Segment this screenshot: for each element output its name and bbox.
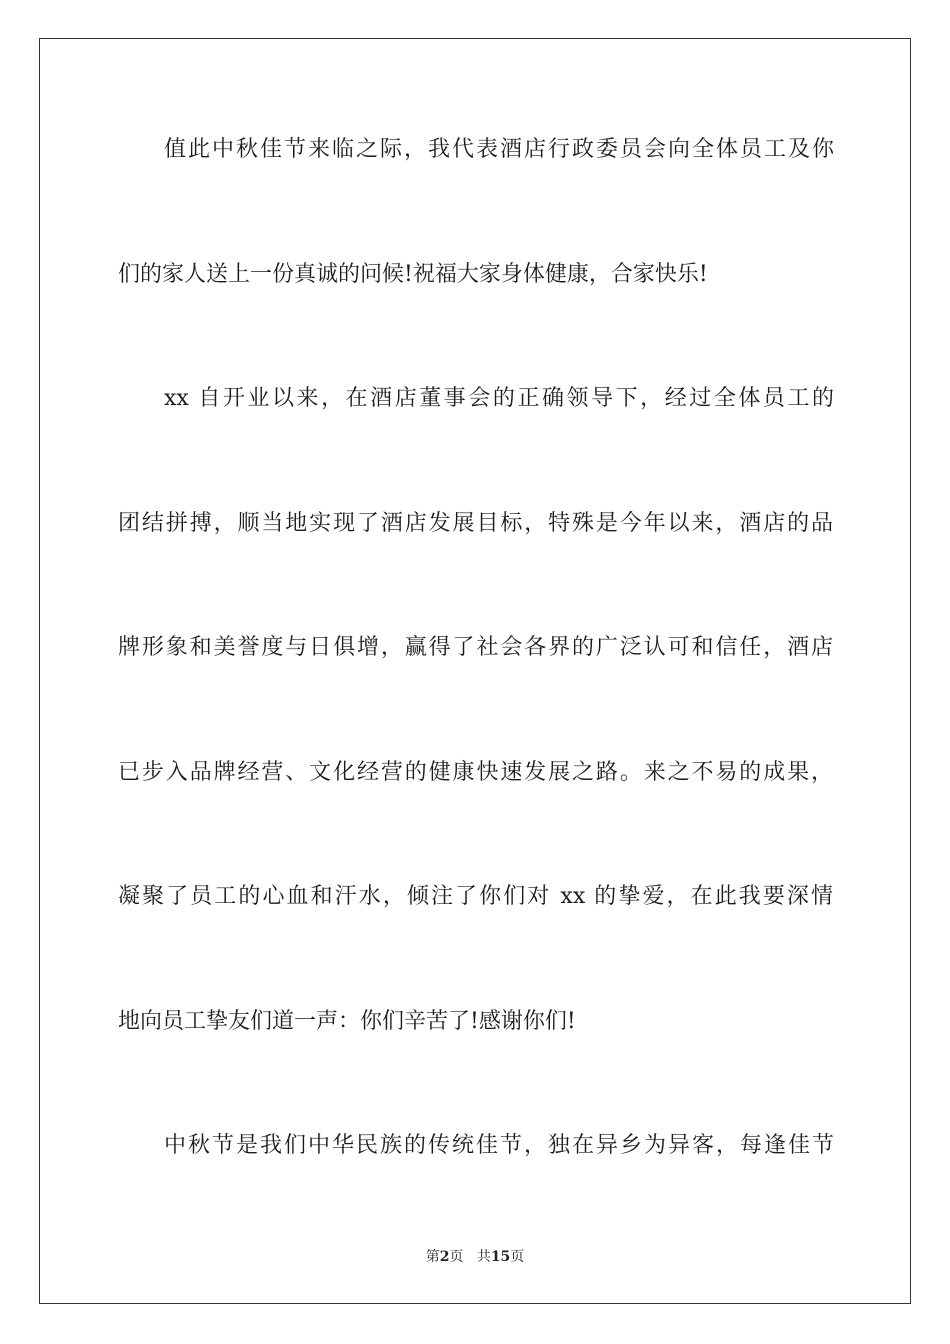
- paragraph-1-line-2: 们的家人送上一份真诚的问候!祝福大家身体健康，合家快乐!: [118, 262, 708, 287]
- page-unit: 页: [449, 1249, 464, 1265]
- page-number: 2: [439, 1249, 450, 1265]
- total-pages: 15: [490, 1249, 511, 1265]
- total-prefix: 共: [476, 1249, 491, 1265]
- paragraph-2-line-6: 地向员工挚友们道一声：你们辛苦了!感谢你们!: [118, 1009, 576, 1034]
- page-prefix: 第: [425, 1249, 440, 1265]
- paragraph-2-line-1: xx 自开业以来，在酒店董事会的正确领导下，经过全体员工的: [164, 386, 834, 411]
- paragraph-2-line-3: 牌形象和美誉度与日俱增，赢得了社会各界的广泛认可和信任，酒店: [118, 635, 833, 660]
- paragraph-2-line-4: 已步入品牌经营、文化经营的健康快速发展之路。来之不易的成果，: [118, 760, 833, 785]
- page-border: [39, 38, 911, 1304]
- total-unit: 页: [510, 1249, 525, 1265]
- paragraph-2-line-5: 凝聚了员工的心血和汗水，倾注了你们对 xx 的挚爱，在此我要深情: [118, 884, 833, 909]
- paragraph-3-line-1: 中秋节是我们中华民族的传统佳节，独在异乡为异客，每逢佳节: [164, 1133, 834, 1158]
- paragraph-1-line-1: 值此中秋佳节来临之际，我代表酒店行政委员会向全体员工及你: [164, 137, 834, 162]
- page-footer: [0, 1247, 950, 1267]
- paragraph-2-line-2: 团结拼搏，顺当地实现了酒店发展目标，特殊是今年以来，酒店的品: [118, 511, 833, 536]
